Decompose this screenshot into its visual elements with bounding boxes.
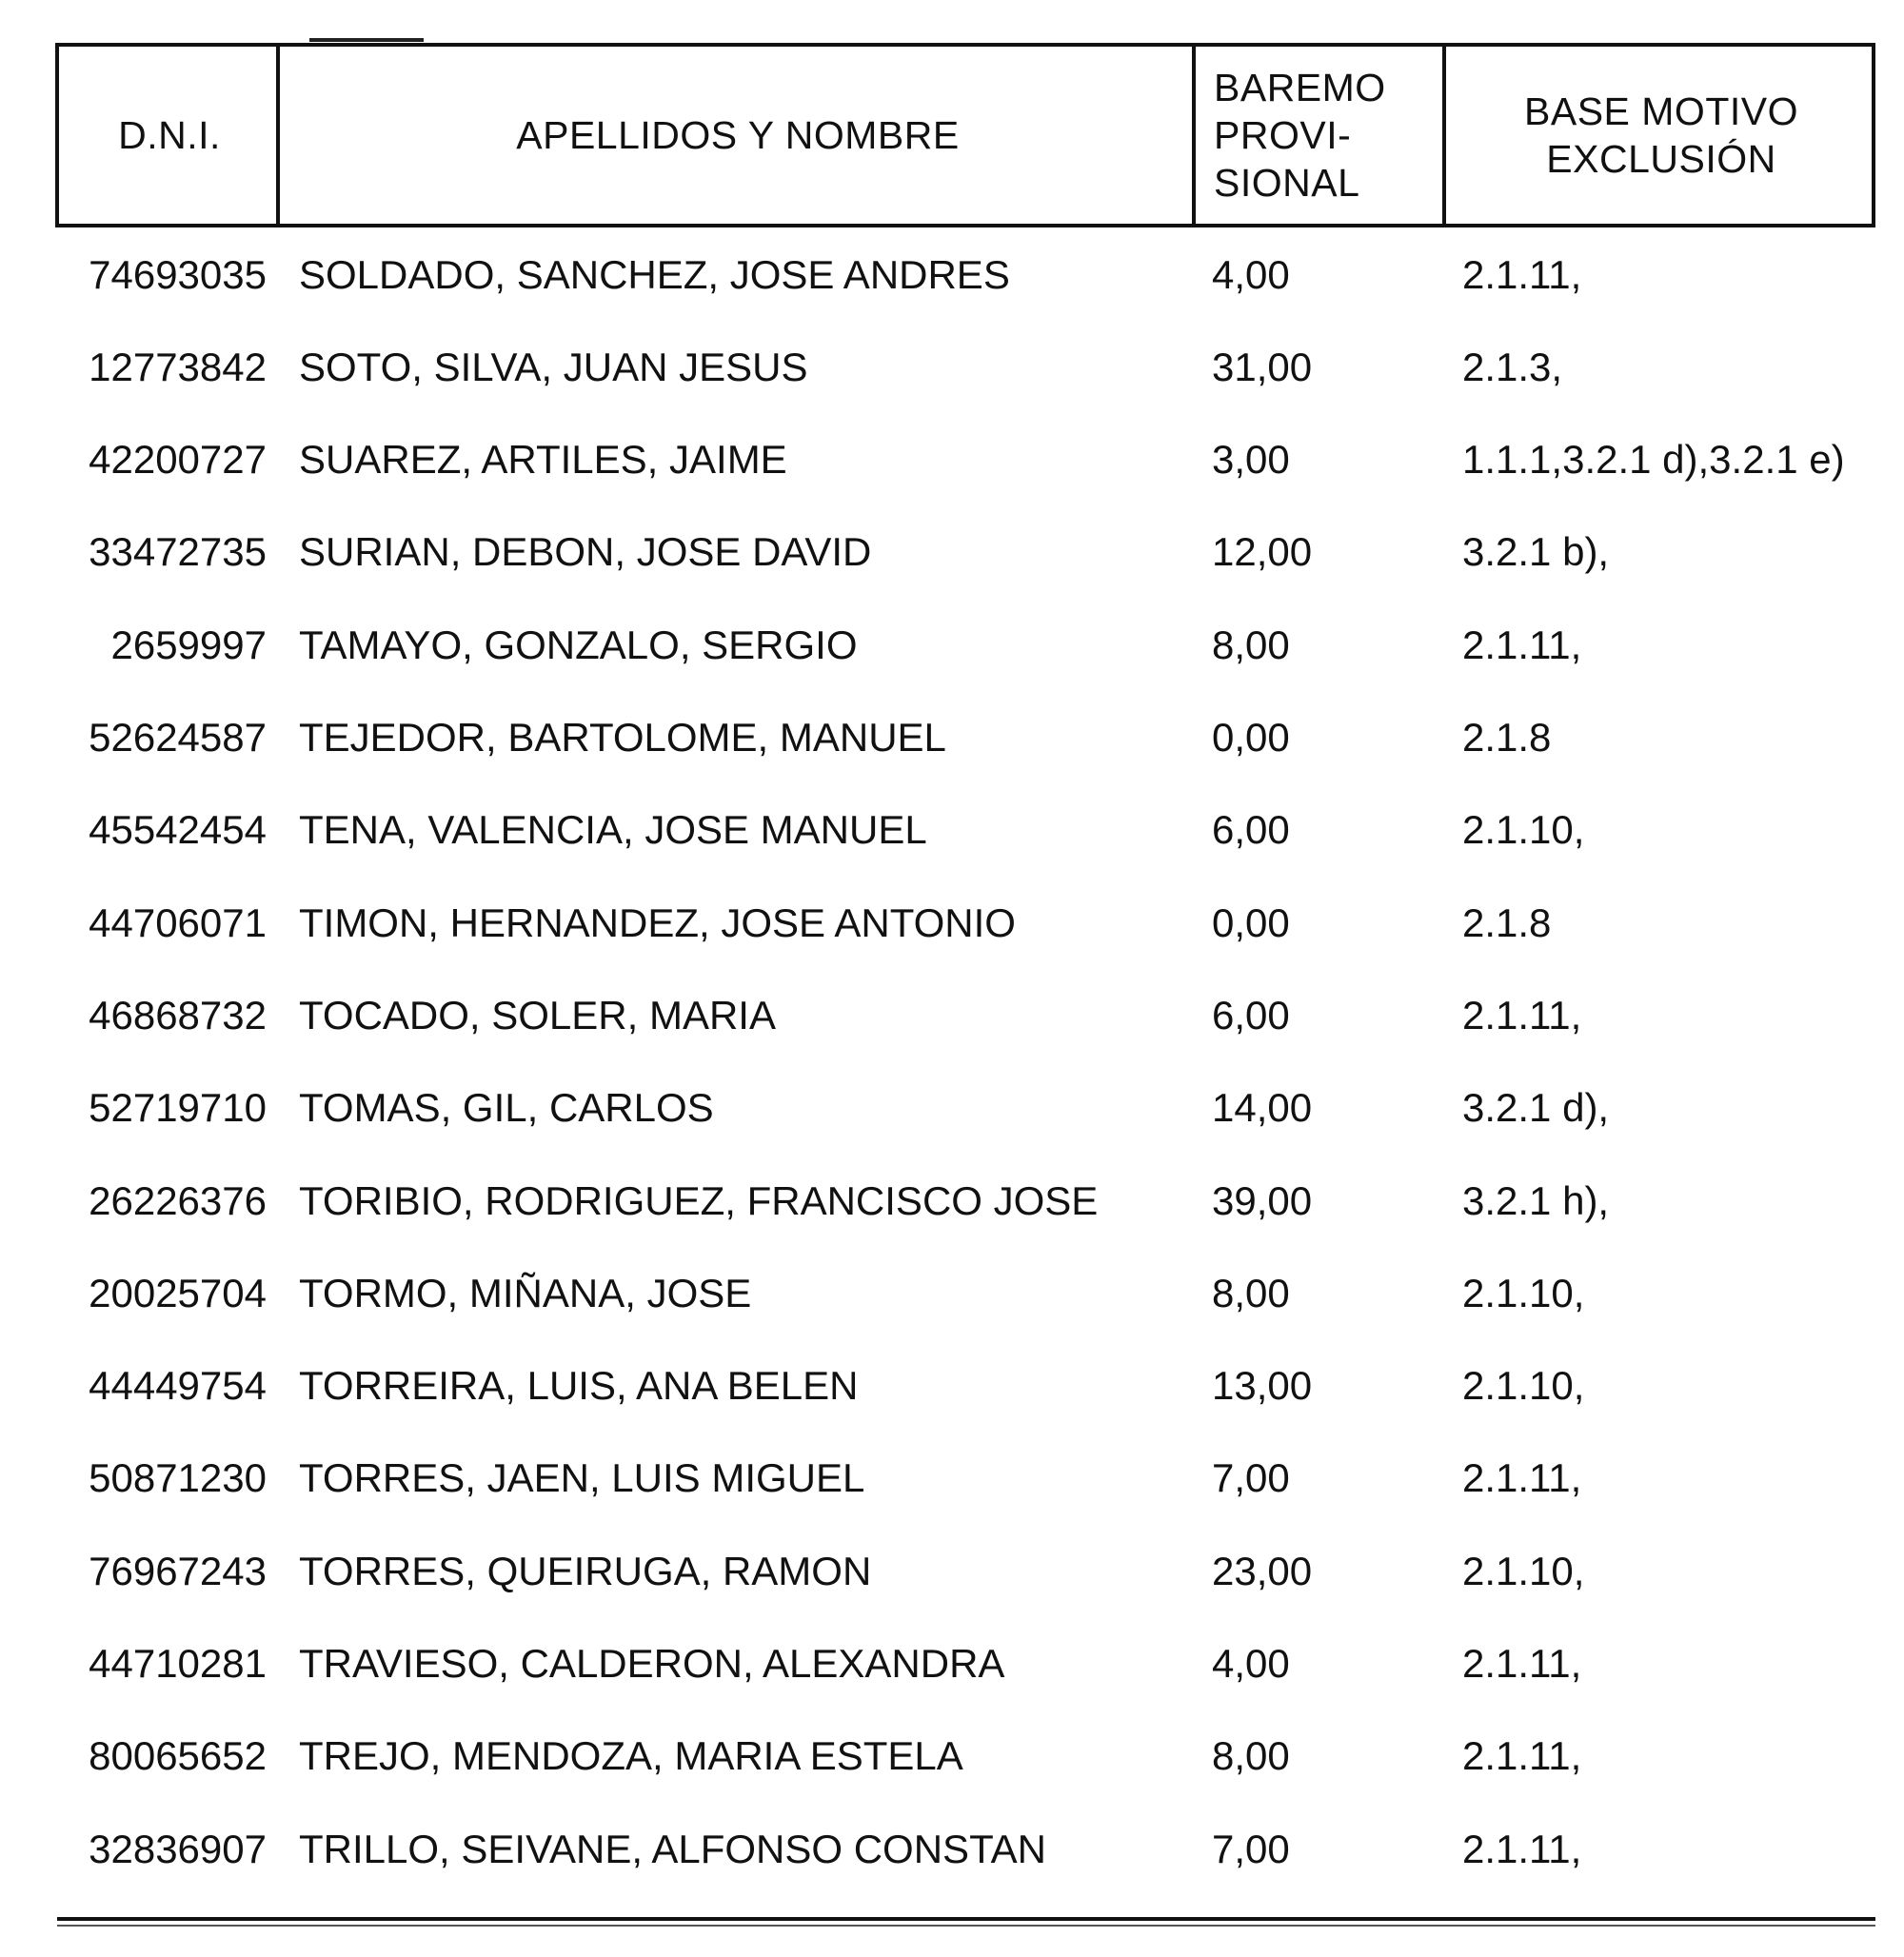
table-row [55,228,1875,321]
table-row [55,414,1875,506]
dni-cell: 50871230 [89,1455,267,1501]
baremo-cell: 6,00 [1212,992,1290,1038]
baremo-cell: 23,00 [1212,1548,1313,1593]
dni-cell: 74693035 [89,251,267,297]
table-row [55,1710,1875,1803]
dni-cell: 76967243 [89,1548,267,1593]
name-cell: TAMAYO, GONZALO, SERGIO [299,622,858,667]
name-cell: TORMO, MIÑANA, JOSE [299,1270,752,1315]
baremo-cell: 14,00 [1212,1085,1313,1131]
baremo-cell: 31,00 [1212,344,1313,389]
dni-cell: 45542454 [89,807,267,853]
name-cell: SUAREZ, ARTILES, JAIME [299,437,787,483]
dni-cell: 12773842 [89,344,267,389]
base-motivo-cell: 2.1.11, [1462,622,1582,667]
dni-cell: 44706071 [89,899,267,945]
base-motivo-cell: 2.1.10, [1462,1363,1585,1409]
table-row [55,969,1875,1061]
scan-mark [309,38,424,42]
dni-cell: 52624587 [89,715,267,760]
baremo-cell: 7,00 [1212,1826,1290,1871]
name-cell: TEJEDOR, BARTOLOME, MANUEL [299,715,946,760]
table-row [55,599,1875,691]
table-row [55,1525,1875,1617]
dni-cell: 46868732 [89,992,267,1038]
table-row [55,784,1875,877]
base-motivo-cell: 3.2.1 d), [1462,1085,1610,1131]
dni-cell: 26226376 [89,1177,267,1223]
name-cell: SOLDADO, SANCHEZ, JOSE ANDRES [299,251,1010,297]
name-cell: TREJO, MENDOZA, MARIA ESTELA [299,1733,963,1779]
table-header [55,43,1875,227]
header-divider [276,47,280,224]
table-row [55,1618,1875,1710]
name-cell: TIMON, HERNANDEZ, JOSE ANTONIO [299,899,1016,945]
base-motivo-cell: 3.2.1 b), [1462,529,1610,575]
table-row [55,321,1875,413]
baremo-cell: 8,00 [1212,622,1290,667]
table-row [55,692,1875,784]
header-divider [1192,47,1196,224]
dni-cell: 20025704 [89,1270,267,1315]
name-cell: TOCADO, SOLER, MARIA [299,992,776,1038]
base-motivo-cell: 1.1.1,3.2.1 d),3.2.1 e) [1462,437,1845,483]
baremo-cell: 8,00 [1212,1270,1290,1315]
base-motivo-cell: 2.1.11, [1462,992,1582,1038]
name-cell: SURIAN, DEBON, JOSE DAVID [299,529,872,575]
baremo-cell: 12,00 [1212,529,1313,575]
table-row [55,877,1875,969]
base-motivo-cell: 3.2.1 h), [1462,1177,1610,1223]
name-cell: TRILLO, SEIVANE, ALFONSO CONSTAN [299,1826,1046,1871]
baremo-cell: 4,00 [1212,251,1290,297]
name-cell: TORRES, QUEIRUGA, RAMON [299,1548,872,1593]
base-motivo-cell: 2.1.10, [1462,1270,1585,1315]
header-name: APELLIDOS Y NOMBRE [516,113,960,157]
header-divider [1442,47,1446,224]
base-motivo-cell: 2.1.11, [1462,1455,1582,1501]
table-row [55,1340,1875,1433]
baremo-cell: 0,00 [1212,715,1290,760]
table-row [55,1062,1875,1155]
name-cell: TORRES, JAEN, LUIS MIGUEL [299,1455,865,1501]
header-baremo: BAREMO PROVI- SIONAL [1214,66,1386,205]
base-motivo-cell: 2.1.10, [1462,1548,1585,1593]
base-motivo-cell: 2.1.11, [1462,1641,1582,1686]
dni-cell: 33472735 [89,529,267,575]
table-row [55,1155,1875,1247]
name-cell: TORIBIO, RODRIGUEZ, FRANCISCO JOSE [299,1177,1099,1223]
baremo-cell: 0,00 [1212,899,1290,945]
baremo-cell: 6,00 [1212,807,1290,853]
base-motivo-cell: 2.1.10, [1462,807,1585,853]
baremo-cell: 39,00 [1212,1177,1313,1223]
table-row [55,506,1875,599]
bottom-rule [57,1917,1875,1921]
base-motivo-cell: 2.1.3, [1462,344,1563,389]
dni-cell: 32836907 [89,1826,267,1871]
dni-cell: 44449754 [89,1363,267,1409]
name-cell: TRAVIESO, CALDERON, ALEXANDRA [299,1641,1005,1686]
base-motivo-cell: 2.1.11, [1462,1733,1582,1779]
baremo-cell: 7,00 [1212,1455,1290,1501]
name-cell: TOMAS, GIL, CARLOS [299,1085,714,1131]
base-motivo-cell: 2.1.8 [1462,715,1552,760]
dni-cell: 52719710 [89,1085,267,1131]
table-row [55,1803,1875,1895]
baremo-cell: 3,00 [1212,437,1290,483]
table-row [55,1433,1875,1525]
baremo-cell: 4,00 [1212,1641,1290,1686]
baremo-cell: 13,00 [1212,1363,1313,1409]
base-motivo-cell: 2.1.11, [1462,251,1582,297]
header-base-motivo: BASE MOTIVO EXCLUSIÓN [1524,89,1798,181]
dni-cell: 2659997 [110,622,267,667]
name-cell: SOTO, SILVA, JUAN JESUS [299,344,808,389]
dni-cell: 80065652 [89,1733,267,1779]
name-cell: TORREIRA, LUIS, ANA BELEN [299,1363,859,1409]
dni-cell: 42200727 [89,437,267,483]
dni-cell: 44710281 [89,1641,267,1686]
baremo-cell: 8,00 [1212,1733,1290,1779]
header-dni: D.N.I. [118,113,221,157]
base-motivo-cell: 2.1.11, [1462,1826,1582,1871]
bottom-rule [57,1925,1875,1927]
name-cell: TENA, VALENCIA, JOSE MANUEL [299,807,927,853]
table-row [55,1247,1875,1339]
base-motivo-cell: 2.1.8 [1462,899,1552,945]
